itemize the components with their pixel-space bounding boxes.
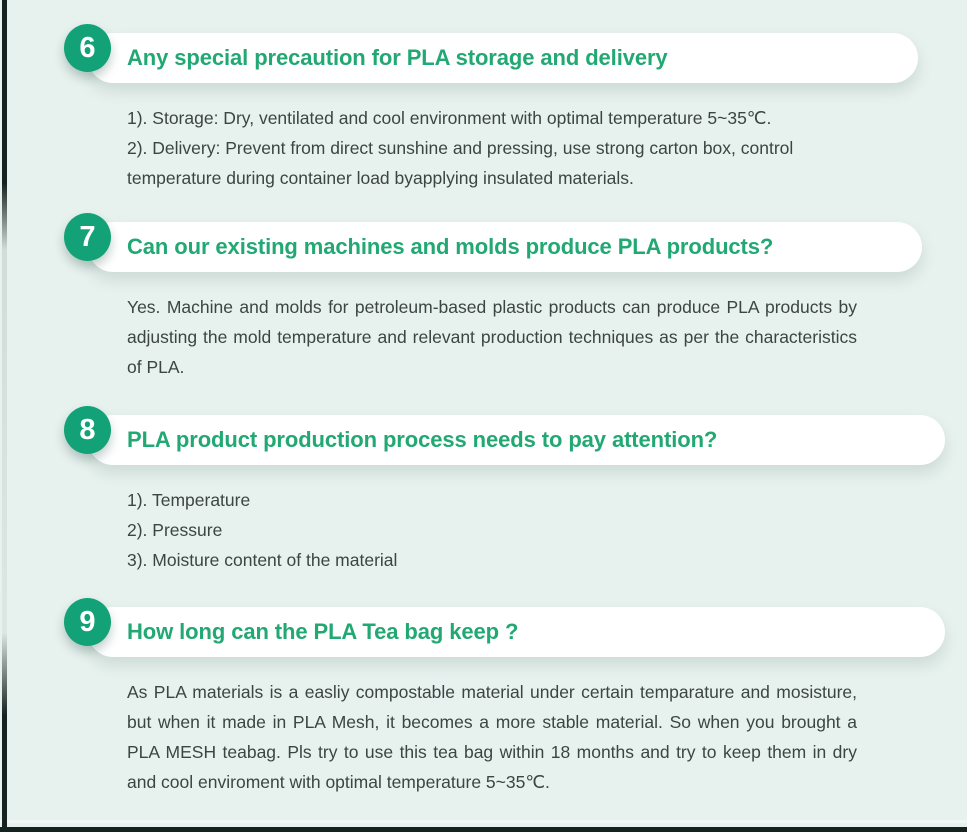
question-title: Can our existing machines and molds produce PLA products? bbox=[127, 234, 774, 259]
faq-answer bbox=[127, 677, 857, 797]
frame-bottom-highlight bbox=[0, 820, 967, 823]
answer-paragraph: As PLA materials is a easliy compostable material under certain temparature and mosisture, but when it made in PLA Mesh, it becomes a more stable material. So when you brought a PLA MESH teabag. Pls try to use this tea bag within 18 months and try to keep them in dry and cool enviroment with optimal temperature 5~35℃. bbox=[127, 682, 857, 792]
faq-question-header bbox=[64, 415, 967, 465]
faq-section-9 bbox=[64, 607, 967, 797]
question-pill bbox=[88, 222, 922, 272]
faq-question-header bbox=[64, 33, 967, 83]
question-title: How long can the PLA Tea bag keep ? bbox=[127, 619, 519, 644]
question-number-badge: 7 bbox=[64, 213, 111, 261]
faq-answer bbox=[127, 103, 857, 193]
question-pill bbox=[88, 607, 945, 657]
faq-question-header bbox=[64, 222, 967, 272]
frame-bottom-edge bbox=[0, 827, 967, 832]
frame-left-edge bbox=[2, 0, 7, 832]
question-pill bbox=[88, 415, 945, 465]
question-pill bbox=[88, 33, 918, 83]
answer-line: 2). Pressure bbox=[127, 520, 223, 540]
faq-answer bbox=[127, 485, 857, 575]
question-number-badge: 8 bbox=[64, 406, 111, 454]
answer-line: 1). Temperature bbox=[127, 490, 251, 510]
question-title: PLA product production process needs to pay attention? bbox=[127, 427, 718, 452]
answer-line: 3). Moisture content of the material bbox=[127, 550, 398, 570]
question-number-badge: 6 bbox=[64, 24, 111, 72]
faq-answer bbox=[127, 292, 857, 382]
answer-paragraph: Yes. Machine and molds for petroleum-based plastic products can produce PLA products by adjusting the mold temperature and relevant production techniques as per the characteristics of PLA. bbox=[127, 297, 857, 377]
faq-section-6 bbox=[64, 33, 967, 193]
faq-section-8 bbox=[64, 415, 967, 575]
faq-question-header bbox=[64, 607, 967, 657]
answer-line: 1). Storage: Dry, ventilated and cool environment with optimal temperature 5~35℃. bbox=[127, 108, 772, 128]
question-title: Any special precaution for PLA storage and delivery bbox=[127, 45, 668, 70]
faq-section-7 bbox=[64, 222, 967, 382]
answer-line: 2). Delivery: Prevent from direct sunshine and pressing, use strong carton box, control temperature during container load byapplying insulated materials. bbox=[127, 138, 794, 188]
question-number-badge: 9 bbox=[64, 598, 111, 646]
